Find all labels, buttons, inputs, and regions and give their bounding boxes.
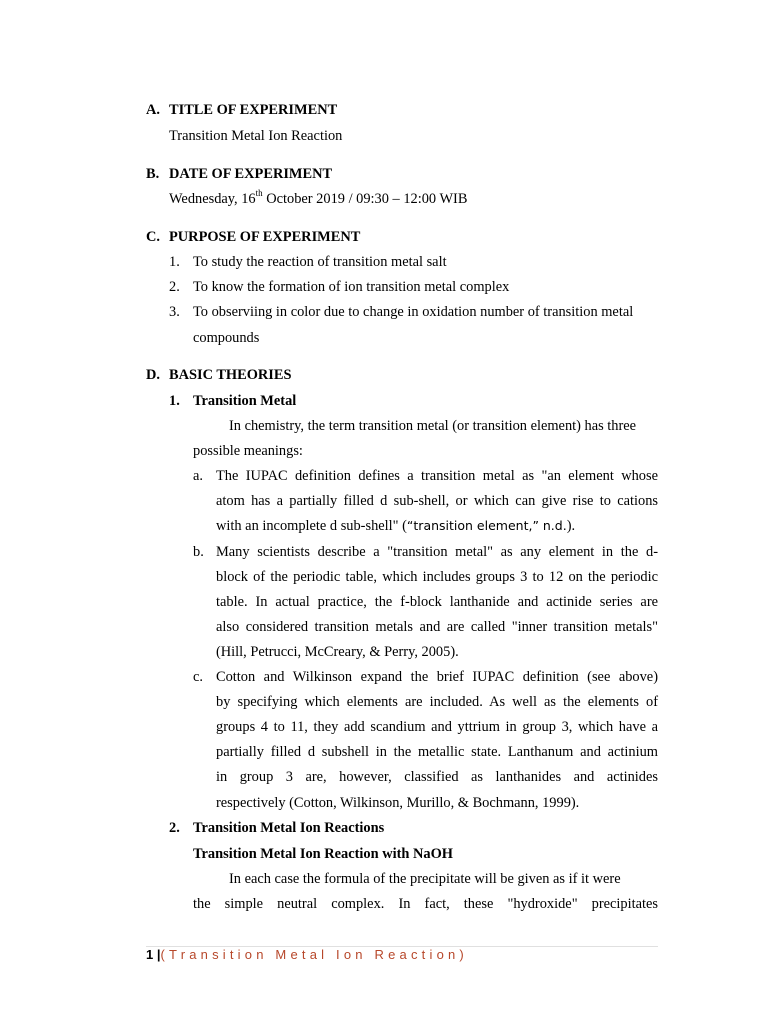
item-c-line-5: in group 3 are, however, classified as lanthanides and actinides	[216, 769, 658, 785]
intro-line-1: In chemistry, the term transition metal (or transition element) has three	[229, 418, 637, 434]
subsection-2-subtitle: Transition Metal Ion Reaction with NaOH	[193, 846, 453, 862]
date-pre: Wednesday, 16	[169, 191, 256, 207]
item-a-line-3-post: ).	[566, 518, 576, 534]
naoh-para-line-2: the simple neutral complex. In fact, these "hydroxide" precipitates	[193, 896, 658, 912]
section-a-heading: TITLE OF EXPERIMENT	[169, 102, 338, 118]
footer-separator: |	[156, 947, 161, 962]
item-b-line-4: also considered transition metals and are called "inner transition metals"	[216, 619, 658, 635]
intro-line-2: possible meanings:	[193, 443, 303, 459]
date-post: October 2019 / 09:30 – 12:00 WIB	[262, 191, 468, 207]
item-c-line-4: partially filled d subshell in the metallic state. Lanthanum and actinium	[216, 744, 658, 760]
purpose-text-3b: compounds	[193, 330, 260, 346]
item-c-line-3: groups 4 to 11, they add scandium and yttrium in group 3, which have a	[216, 719, 658, 735]
item-b-line-2: block of the periodic table, which includes groups 3 to 12 on the periodic	[216, 569, 658, 585]
item-c-line-2: by specifying which elements are included. As well as the elements of	[216, 694, 658, 710]
item-c-line-1: Cotton and Wilkinson expand the brief IUPAC definition (see above)	[216, 669, 658, 685]
item-a-citation: “transition element,” n.d.	[406, 518, 567, 533]
section-c-letter: C.	[146, 229, 160, 245]
subsection-2-num: 2.	[169, 820, 180, 836]
item-b-letter: b.	[193, 544, 204, 560]
section-d-heading: BASIC THEORIES	[169, 367, 292, 383]
page-footer	[146, 947, 468, 962]
naoh-para-line-1: In each case the formula of the precipitate will be given as if it were	[229, 871, 621, 887]
item-a-line-2: atom has a partially filled d sub-shell, or which can give rise to cations	[216, 493, 658, 509]
section-b-letter: B.	[146, 166, 160, 182]
purpose-text-2: To know the formation of ion transition metal complex	[193, 279, 510, 295]
page-number: 1	[146, 947, 154, 962]
date-sup: th	[255, 188, 263, 199]
purpose-num-2: 2.	[169, 279, 180, 295]
item-a-line-1: The IUPAC definition defines a transition metal as "an element whose	[216, 468, 658, 484]
section-a-text: Transition Metal Ion Reaction	[169, 128, 343, 144]
item-b-line-5: (Hill, Petrucci, McCreary, & Perry, 2005).	[216, 644, 459, 660]
purpose-num-3: 3.	[169, 304, 180, 320]
subsection-1-num: 1.	[169, 393, 180, 409]
item-a-line-3	[216, 518, 575, 535]
item-b-line-3: table. In actual practice, the f-block lanthanide and actinide series are	[216, 594, 658, 610]
subsection-1-title: Transition Metal	[193, 393, 297, 409]
purpose-num-1: 1.	[169, 254, 180, 270]
item-b-line-1: Many scientists describe a "transition metal" as any element in the d-	[216, 544, 658, 560]
section-d-letter: D.	[146, 367, 160, 383]
item-a-letter: a.	[193, 468, 203, 484]
subsection-2-title: Transition Metal Ion Reactions	[193, 820, 385, 836]
item-a-line-3-pre: with an incomplete d sub-shell" (	[216, 518, 407, 534]
item-c-line-6: respectively (Cotton, Wilkinson, Murillo, & Bochmann, 1999).	[216, 795, 580, 811]
purpose-text-1: To study the reaction of transition metal salt	[193, 254, 447, 270]
section-c-heading: PURPOSE OF EXPERIMENT	[169, 229, 361, 245]
item-c-letter: c.	[193, 669, 203, 685]
section-a-letter: A.	[146, 102, 160, 118]
section-b-heading: DATE OF EXPERIMENT	[169, 166, 333, 182]
section-b-date	[169, 188, 468, 208]
footer-title: (Transition Metal Ion Reaction)	[160, 947, 468, 962]
purpose-text-3a: To observiing in color due to change in oxidation number of transition metal	[193, 304, 634, 320]
